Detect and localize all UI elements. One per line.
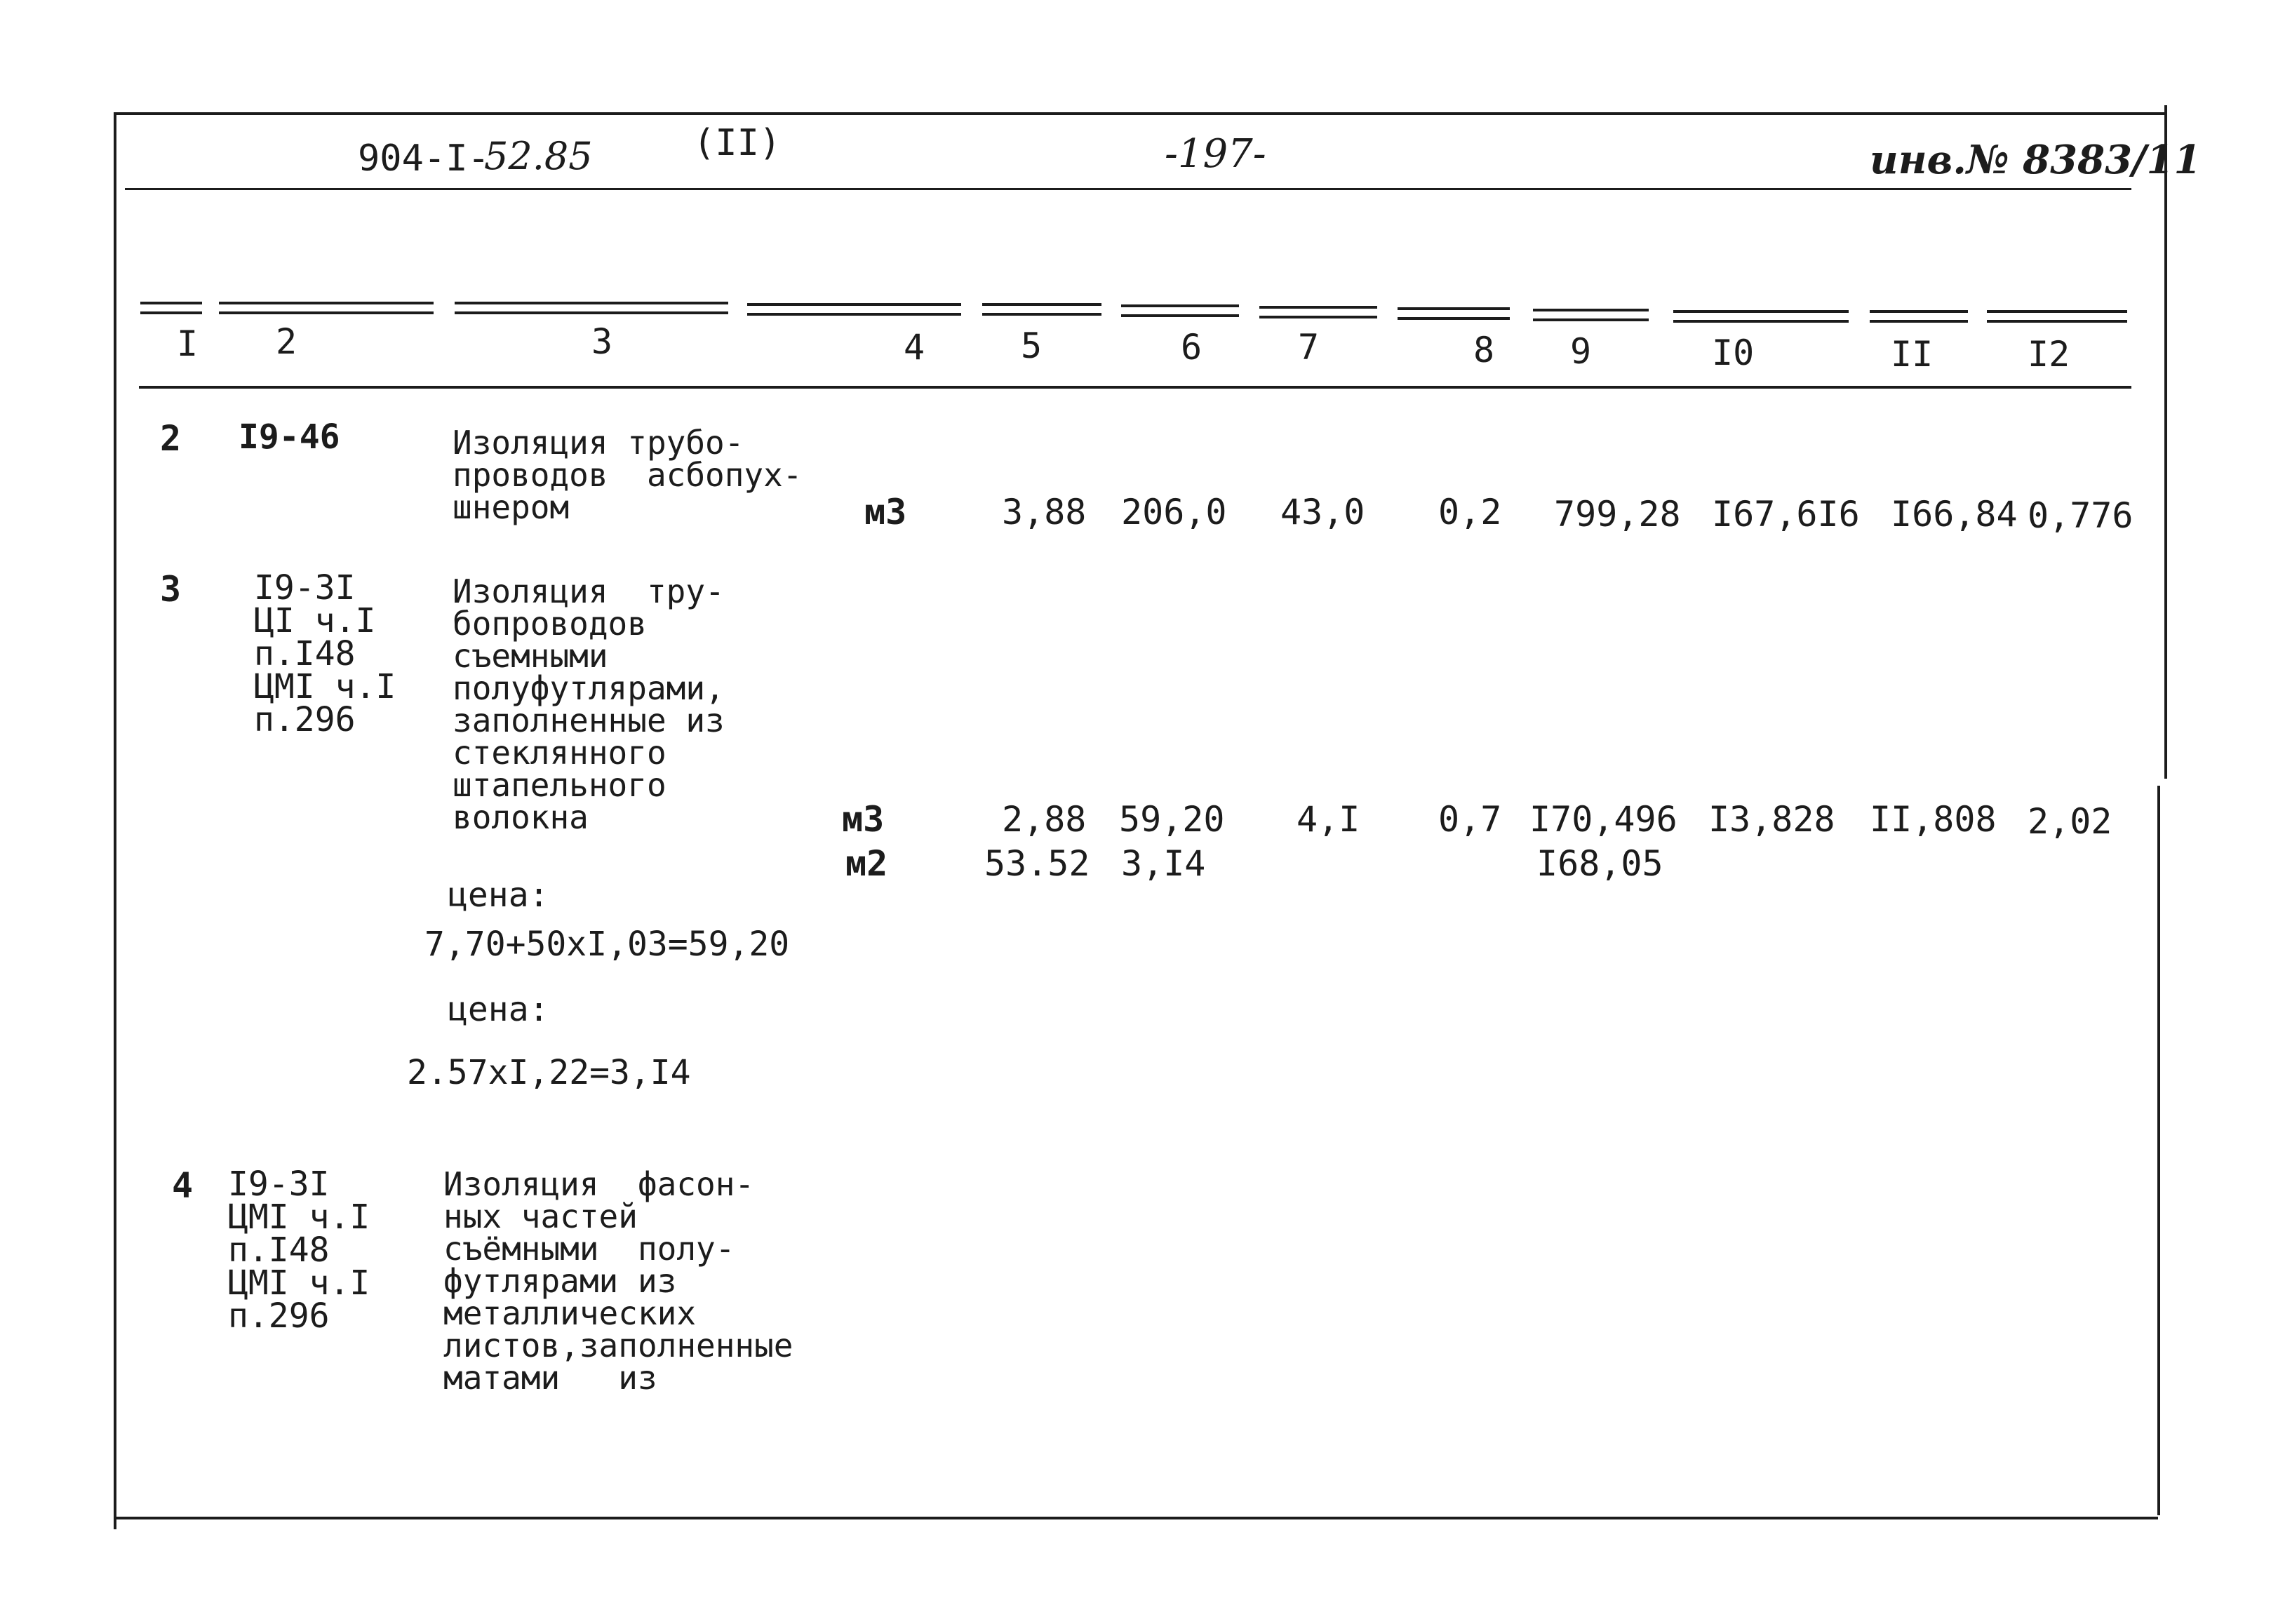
frame-left-line xyxy=(114,112,116,1529)
row-number: 3 xyxy=(160,569,182,610)
column-header: I2 xyxy=(2028,334,2070,375)
column-header: 7 xyxy=(1298,327,1320,368)
price-label: цена: xyxy=(448,875,549,915)
cell-col12: 0,776 xyxy=(2028,495,2133,536)
column-header: 4 xyxy=(904,327,925,368)
cell-col9: I70,496 xyxy=(1529,799,1677,840)
frame-top-line xyxy=(114,112,2166,115)
cell-col10: I3,828 xyxy=(1708,799,1835,840)
inventory-number: инв.№ 8383/11 xyxy=(1870,137,2202,183)
frame-right-line-lower xyxy=(2157,786,2160,1515)
cell-col5: 3,88 xyxy=(1002,492,1087,532)
column-header: I0 xyxy=(1712,333,1755,373)
cell-col12: 2,02 xyxy=(2028,801,2112,842)
frame-right-line xyxy=(2164,105,2167,779)
header-underline xyxy=(125,188,2131,190)
column-header: I xyxy=(177,323,199,364)
cell-col9: I68,05 xyxy=(1536,843,1663,884)
norm-code: I9-46 xyxy=(239,417,340,457)
column-header: 9 xyxy=(1570,331,1592,372)
part-number: (II) xyxy=(693,122,782,164)
column-header: 5 xyxy=(1021,326,1043,366)
work-description: Изоляция фасон- ных частей съёмными полу- футлярами из металлических листов,заполненные матами из xyxy=(443,1165,793,1397)
price-label: цена: xyxy=(448,990,549,1029)
cell-col7: 4,I xyxy=(1297,799,1360,840)
cell-col10: I67,6I6 xyxy=(1712,494,1860,535)
cell-col8: 0,7 xyxy=(1438,799,1502,840)
doc-code-handwritten: 52.85 xyxy=(484,134,593,178)
column-header: 2 xyxy=(276,321,297,362)
column-header: 3 xyxy=(591,321,613,362)
column-header: II xyxy=(1891,334,1934,375)
cell-col6: 59,20 xyxy=(1119,799,1225,840)
cell-col11: I66,84 xyxy=(1891,494,2018,535)
cell-col7: 43,0 xyxy=(1280,492,1365,532)
cell-col5: 53.52 xyxy=(984,843,1090,884)
page-number: -197- xyxy=(1165,131,1266,177)
cell-col9: 799,28 xyxy=(1554,494,1681,535)
unit: м2 xyxy=(845,843,888,884)
cell-col6: 206,0 xyxy=(1121,492,1227,532)
norm-code: I9-3I ЦI ч.I п.I48 ЦМI ч.I п.296 xyxy=(254,568,396,739)
norm-code: I9-3I ЦМI ч.I п.I48 ЦМI ч.I п.296 xyxy=(228,1165,370,1336)
unit: м3 xyxy=(864,492,907,532)
column-header: 6 xyxy=(1181,327,1203,368)
frame-bottom-line xyxy=(116,1517,2158,1519)
row-number: 2 xyxy=(160,418,182,459)
column-header-underline xyxy=(139,386,2131,389)
row-number: 4 xyxy=(172,1165,194,1206)
unit: м3 xyxy=(842,799,885,840)
column-header: 8 xyxy=(1473,330,1495,370)
doc-code: 904-I- xyxy=(358,137,490,180)
work-description: Изоляция трубо- проводов асбопух- шнером xyxy=(453,424,803,526)
cell-col11: II,808 xyxy=(1870,799,1997,840)
price-calculation: 7,70+50хI,03=59,20 xyxy=(424,925,790,964)
work-description: Изоляция тру- бопроводов съемными полуфутлярами, заполненные из стеклянного штапельного волокна xyxy=(453,572,725,836)
cell-col6: 3,I4 xyxy=(1121,843,1206,884)
price-calculation: 2.57хI,22=3,I4 xyxy=(407,1053,691,1092)
cell-col8: 0,2 xyxy=(1438,492,1502,532)
cell-col5: 2,88 xyxy=(1002,799,1087,840)
